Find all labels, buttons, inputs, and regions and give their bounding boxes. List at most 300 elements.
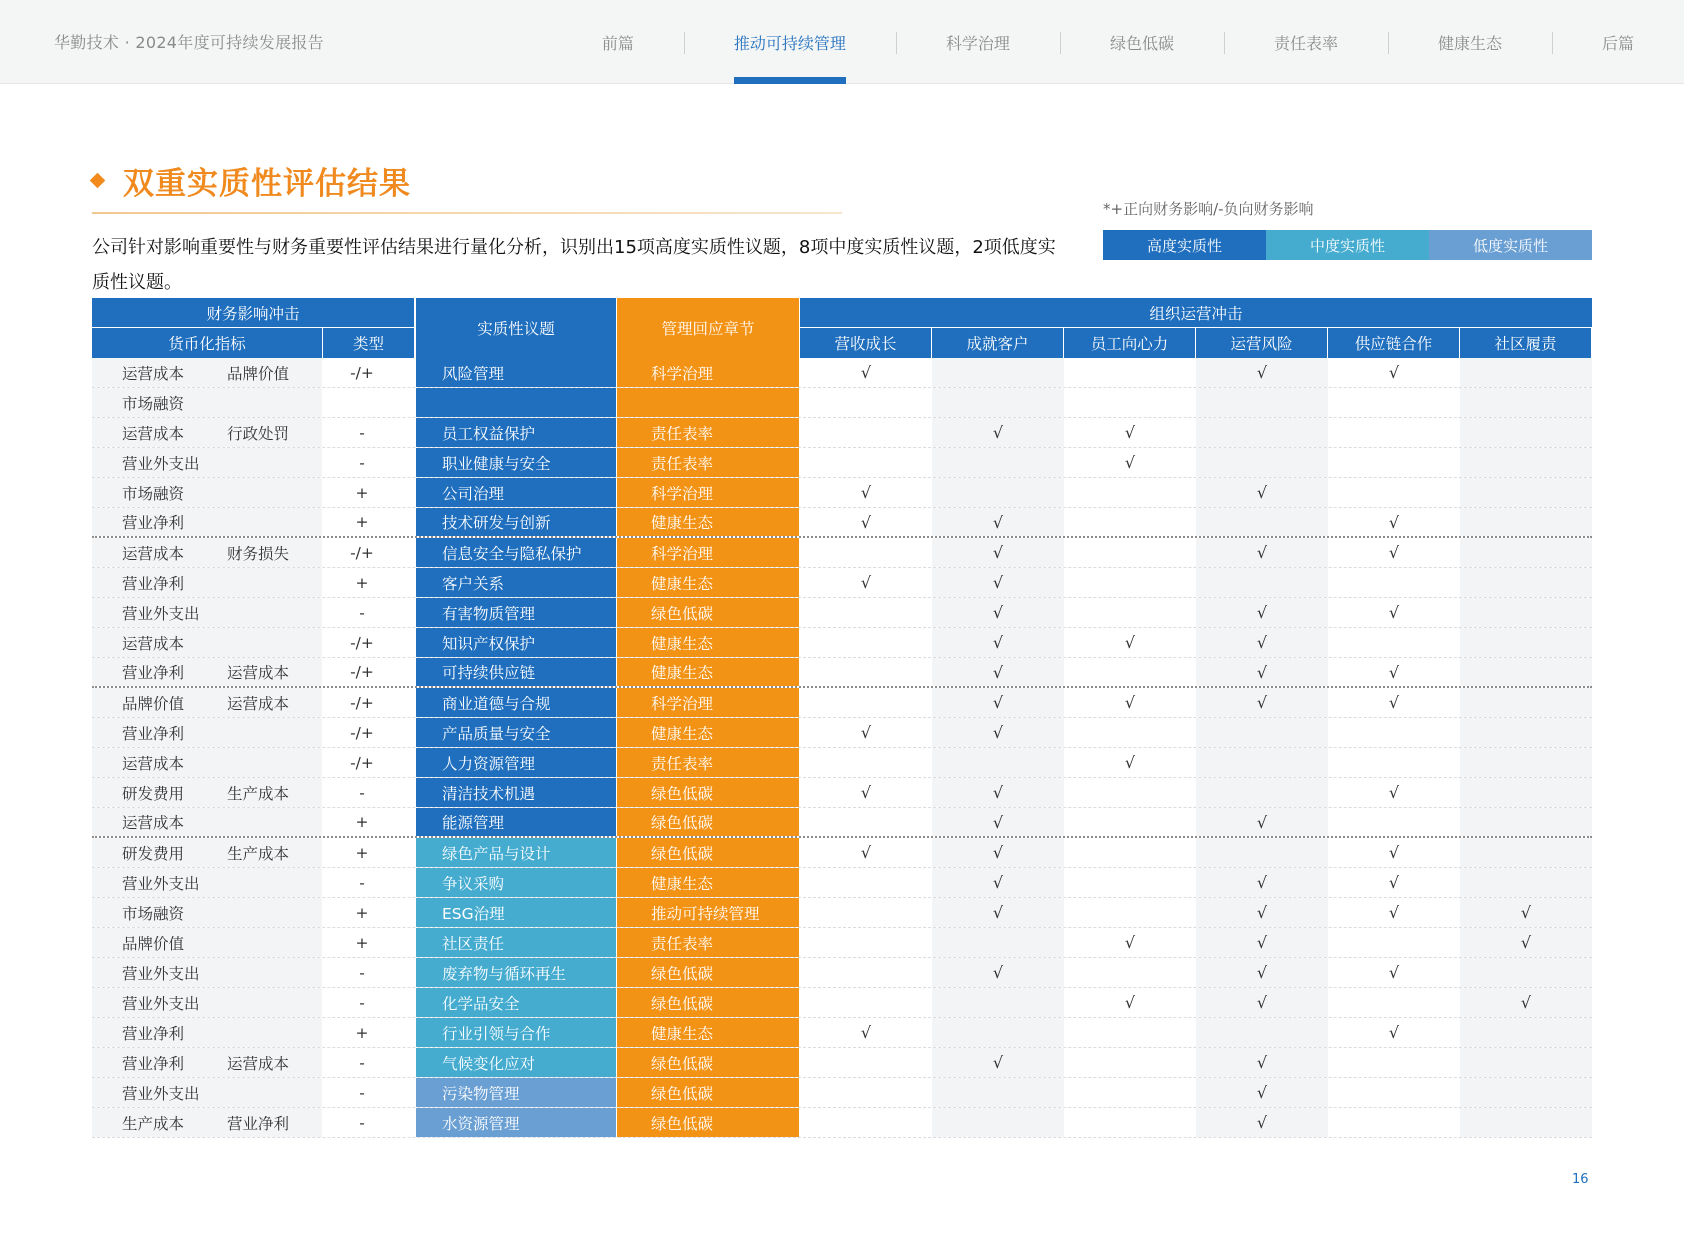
monetary-indicator-1: 市场融资 [122,394,185,413]
response-chapter [617,388,799,417]
topic-header: 实质性议题 [416,298,616,358]
financial-impact-header: 财务影响冲击 [92,298,414,327]
ops-col-header-2: 员工向心力 [1064,328,1195,358]
impact-type: - [359,1113,365,1132]
check-3 [1196,448,1328,477]
check-4: √ [1388,873,1400,892]
response-chapter: 绿色低碳 [617,988,799,1017]
impact-type: -/+ [350,543,374,562]
nav-tab-2[interactable]: 科学治理 [896,0,1060,84]
impact-type [322,388,402,417]
check-2 [1064,1048,1196,1077]
table-row [92,868,1592,898]
monetary-indicator-1: 营业外支出 [122,1084,200,1103]
check-1: √ [992,812,1004,832]
top-nav [552,0,1644,84]
material-topic [416,388,616,417]
monetary-indicator-2: 生产成本 [227,784,290,803]
response-chapter: 健康生态 [617,628,799,657]
legend-high: 高度实质性 [1103,230,1266,260]
monetary-indicator-2: 运营成本 [227,1054,290,1073]
monetary-indicator-1: 营业净利 [122,574,185,593]
table-row [92,478,1592,508]
check-2 [1064,868,1196,897]
check-5 [1460,1018,1592,1047]
operations-impact-header: 组织运营冲击 [800,298,1592,327]
response-chapter: 绿色低碳 [617,838,799,867]
impact-type: -/+ [350,693,374,712]
monetary-indicator-1: 营业外支出 [122,964,200,983]
monetary-indicator-1: 市场融资 [122,904,185,923]
response-chapter: 绿色低碳 [617,1078,799,1107]
check-2 [1064,538,1196,567]
check-1 [932,748,1064,777]
check-4: √ [1388,963,1400,982]
check-2 [1064,1078,1196,1107]
material-topic: 气候变化应对 [416,1048,616,1077]
monetary-indicator-2 [227,568,327,597]
ops-col-header-0: 营收成长 [800,328,931,358]
check-4: √ [1388,662,1400,682]
material-topic: 行业引领与合作 [416,1018,616,1047]
impact-type: - [359,453,365,472]
check-0 [800,1108,932,1137]
response-chapter: 绿色低碳 [617,778,799,807]
table-row [92,718,1592,748]
monetary-indicator-1: 生产成本 [122,1114,185,1133]
response-chapter: 推动可持续管理 [617,898,799,927]
impact-type: + [355,813,369,831]
monetary-indicator-2 [227,748,327,777]
response-chapter: 绿色低碳 [617,1048,799,1077]
check-0: √ [860,1023,872,1042]
check-5 [1460,448,1592,477]
check-4: √ [1388,903,1400,922]
impact-type: + [355,933,369,952]
monetary-indicator-1: 运营成本 [122,634,185,653]
check-1: √ [992,873,1004,892]
check-2: √ [1124,693,1136,712]
check-5 [1460,358,1592,387]
monetary-indicator-2 [227,1018,327,1047]
response-chapter: 科学治理 [617,688,799,717]
check-2 [1064,1018,1196,1047]
monetary-indicator-1: 运营成本 [122,544,185,563]
monetary-indicator-1: 研发费用 [122,784,185,803]
table-row [92,808,1592,838]
materiality-legend [1103,230,1592,260]
response-chapter: 健康生态 [617,868,799,897]
material-topic: 产品质量与安全 [416,718,616,747]
check-1: √ [992,662,1004,682]
response-chapter: 绿色低碳 [617,598,799,627]
table-row [92,1078,1592,1108]
check-3: √ [1256,993,1268,1012]
type-header: 类型 [323,328,414,358]
check-4 [1328,448,1460,477]
check-0: √ [860,363,872,382]
check-2: √ [1124,933,1136,952]
material-topic: 绿色产品与设计 [416,838,616,867]
monetary-indicator-1: 运营成本 [122,754,185,773]
material-topic: 水资源管理 [416,1108,616,1137]
check-5 [1460,838,1592,867]
check-3 [1196,1018,1328,1047]
table-row [92,538,1592,568]
monetary-indicator-2: 财务损失 [227,544,290,563]
check-5: √ [1520,933,1532,952]
table-row [92,388,1592,418]
ops-col-header-1: 成就客户 [932,328,1063,358]
check-0: √ [860,512,872,532]
nav-tab-0[interactable]: 前篇 [601,33,634,53]
check-5 [1460,628,1592,657]
intro-paragraph: 公司针对影响重要性与财务重要性评估结果进行量化分析，识别出15项高度实质性议题，8项中度实质性议题，2项低度实质性议题。 [92,237,1056,293]
material-topic: 知识产权保护 [416,628,616,657]
check-3 [1196,388,1328,417]
check-3 [1196,718,1328,747]
impact-type: -/+ [350,363,374,382]
check-2: √ [1124,993,1136,1012]
check-1: √ [992,603,1004,622]
check-2 [1064,958,1196,987]
check-4: √ [1388,363,1400,382]
check-5 [1460,868,1592,897]
check-5 [1460,778,1592,807]
page-number: 16 [1572,1172,1589,1187]
check-4: √ [1388,1023,1400,1042]
top-bar [0,0,1684,84]
check-3: √ [1256,963,1268,982]
check-5 [1460,418,1592,447]
check-0 [800,448,932,477]
check-1 [932,988,1064,1017]
table-row [92,988,1592,1018]
monetary-indicator-1: 市场融资 [122,484,185,503]
check-4 [1328,1108,1460,1137]
response-chapter: 健康生态 [617,1018,799,1047]
nav-tab-5[interactable]: 健康生态 [1388,0,1552,84]
check-0: √ [860,723,872,742]
check-1: √ [992,903,1004,922]
check-1: √ [992,963,1004,982]
material-topic: 能源管理 [416,808,616,836]
check-0 [800,958,932,987]
check-2 [1064,778,1196,807]
check-2 [1064,718,1196,747]
title-divider [92,212,842,214]
table-row [92,688,1592,718]
response-chapter: 责任表率 [617,448,799,477]
response-chapter: 责任表率 [617,418,799,447]
monetary-indicator-2 [227,598,327,627]
monetary-indicator-1: 营业外支出 [122,454,200,473]
material-topic: 化学品安全 [416,988,616,1017]
check-2 [1064,358,1196,387]
check-1: √ [992,633,1004,652]
table-row [92,778,1592,808]
monetary-indicator-2: 品牌价值 [227,364,290,383]
check-4: √ [1388,543,1400,562]
monetary-indicator-2 [227,808,327,836]
material-topic: 清洁技术机遇 [416,778,616,807]
response-chapter: 绿色低碳 [617,1108,799,1137]
check-0 [800,418,932,447]
response-chapter: 科学治理 [617,358,799,387]
check-2 [1064,568,1196,597]
diamond-icon [90,173,106,189]
check-1: √ [992,1053,1004,1072]
material-topic: ESG治理 [416,898,616,927]
check-5 [1460,388,1592,417]
impact-type: + [355,513,369,531]
check-3 [1196,508,1328,536]
monetary-indicator-2 [227,1078,327,1107]
legend-mid: 中度实质性 [1266,230,1429,260]
material-topic: 信息安全与隐私保护 [416,538,616,567]
table-row [92,358,1592,388]
check-0 [800,538,932,567]
impact-type: -/+ [350,633,374,652]
check-5 [1460,478,1592,507]
nav-tab-3[interactable]: 绿色低碳 [1060,0,1224,84]
check-0: √ [860,483,872,502]
check-5 [1460,1048,1592,1077]
monetary-indicator-1: 品牌价值 [122,694,185,713]
check-4 [1328,808,1460,836]
monetary-indicator-2 [227,898,327,927]
check-3 [1196,748,1328,777]
monetary-indicator-2: 营业净利 [227,1114,290,1133]
check-2 [1064,598,1196,627]
check-3: √ [1256,812,1268,832]
table-row [92,418,1592,448]
monetary-indicator-1: 营业外支出 [122,874,200,893]
material-topic: 客户关系 [416,568,616,597]
check-5 [1460,508,1592,536]
check-2: √ [1124,453,1136,472]
material-topic: 可持续供应链 [416,658,616,686]
impact-type: + [355,843,369,862]
response-chapter: 科学治理 [617,538,799,567]
response-chapter: 绿色低碳 [617,958,799,987]
material-topic: 商业道德与合规 [416,688,616,717]
chapter-header: 管理回应章节 [617,298,799,358]
check-0 [800,748,932,777]
check-1 [932,1108,1064,1137]
monetary-indicator-2: 生产成本 [227,844,290,863]
check-0 [800,1078,932,1107]
monetary-indicator-1: 营业净利 [122,1024,185,1043]
check-1 [932,1078,1064,1107]
check-3: √ [1256,543,1268,562]
monetary-indicator-2 [227,928,327,957]
check-4 [1328,478,1460,507]
impact-type: - [359,603,365,622]
check-1: √ [992,693,1004,712]
check-3 [1196,568,1328,597]
monetary-indicator-2 [227,988,327,1017]
check-1: √ [992,783,1004,802]
table-row [92,898,1592,928]
check-2 [1064,508,1196,536]
check-3: √ [1256,1083,1268,1102]
check-2: √ [1124,423,1136,442]
monetary-indicator-1: 营业净利 [122,514,185,532]
check-4: √ [1388,603,1400,622]
impact-type: -/+ [350,663,374,681]
impact-type: + [355,483,369,502]
ops-col-header-5: 社区履责 [1460,328,1591,358]
table-row [92,1018,1592,1048]
ops-col-header-3: 运营风险 [1196,328,1327,358]
impact-type: + [355,903,369,922]
monetary-indicator-2 [227,958,327,987]
check-1: √ [992,573,1004,592]
table-row [92,448,1592,478]
monetary-indicator-2 [227,718,327,747]
check-3: √ [1256,1053,1268,1072]
table-body [92,358,1592,1138]
material-topic: 社区责任 [416,928,616,957]
check-0 [800,688,932,717]
table-row [92,1048,1592,1078]
check-5 [1460,1108,1592,1137]
monetary-indicator-1: 运营成本 [122,364,185,383]
check-2 [1064,898,1196,927]
material-topic: 人力资源管理 [416,748,616,777]
response-chapter: 健康生态 [617,508,799,536]
impact-type: + [355,573,369,592]
material-topic: 员工权益保护 [416,418,616,447]
material-topic: 风险管理 [416,358,616,387]
check-3: √ [1256,603,1268,622]
monetary-indicator-header: 货币化指标 [92,328,322,358]
check-0 [800,898,932,927]
monetary-indicator-2: 行政处罚 [227,424,290,443]
material-topic: 职业健康与安全 [416,448,616,477]
check-0: √ [860,783,872,802]
material-topic: 争议采购 [416,868,616,897]
check-5 [1460,538,1592,567]
check-1: √ [992,423,1004,442]
check-0 [800,988,932,1017]
impact-type: + [355,1023,369,1042]
table-header [92,298,1592,358]
check-5 [1460,808,1592,836]
check-2 [1064,388,1196,417]
check-5 [1460,598,1592,627]
impact-type: -/+ [350,753,374,772]
table-row [92,838,1592,868]
check-1: √ [992,723,1004,742]
check-0 [800,658,932,686]
monetary-indicator-2 [227,388,327,417]
response-chapter: 健康生态 [617,568,799,597]
table-row [92,568,1592,598]
check-4 [1328,388,1460,417]
check-3: √ [1256,903,1268,922]
report-brand: 华勤技术 · 2024年度可持续发展报告 [54,33,324,52]
check-1: √ [992,543,1004,562]
check-0: √ [860,843,872,862]
nav-tab-1[interactable]: 推动可持续管理 [684,0,896,84]
check-4 [1328,628,1460,657]
check-4 [1328,568,1460,597]
monetary-indicator-1: 营业外支出 [122,604,200,623]
table-row [92,928,1592,958]
impact-type: - [359,783,365,802]
ops-col-header-4: 供应链合作 [1328,328,1459,358]
check-1 [932,478,1064,507]
impact-type: - [359,1083,365,1102]
monetary-indicator-1: 营业外支出 [122,994,200,1013]
monetary-indicator-2: 运营成本 [227,664,290,682]
check-0 [800,628,932,657]
check-2 [1064,1108,1196,1137]
impact-type: - [359,993,365,1012]
response-chapter: 科学治理 [617,478,799,507]
check-3: √ [1256,933,1268,952]
impact-type: - [359,423,365,442]
monetary-indicator-2 [227,628,327,657]
nav-tab-6[interactable]: 后篇 [1552,0,1644,84]
section-title: 双重实质性评估结果 [123,166,411,202]
check-1: √ [992,512,1004,532]
check-4: √ [1388,783,1400,802]
check-1 [932,358,1064,387]
check-4 [1328,988,1460,1017]
check-5 [1460,658,1592,686]
check-3: √ [1256,1113,1268,1132]
check-4: √ [1388,843,1400,862]
table-row [92,508,1592,538]
check-0 [800,808,932,836]
check-3 [1196,418,1328,447]
monetary-indicator-1: 营业净利 [122,724,185,743]
check-5 [1460,688,1592,717]
check-1 [932,388,1064,417]
material-topic: 污染物管理 [416,1078,616,1107]
impact-type: -/+ [350,723,374,742]
monetary-indicator-1: 运营成本 [122,424,185,443]
check-4 [1328,418,1460,447]
legend-low: 低度实质性 [1429,230,1592,260]
check-3: √ [1256,363,1268,382]
check-5 [1460,568,1592,597]
monetary-indicator-2 [227,508,327,536]
monetary-indicator-1: 营业净利 [122,664,185,682]
check-0 [800,598,932,627]
check-5 [1460,1078,1592,1107]
check-1 [932,448,1064,477]
material-topic: 技术研发与创新 [416,508,616,536]
impact-type: - [359,1053,365,1072]
section-title-row [92,158,411,203]
check-0: √ [860,573,872,592]
response-chapter: 责任表率 [617,928,799,957]
nav-tab-4[interactable]: 责任表率 [1224,0,1388,84]
legend-note: *+正向财务影响/-负向财务影响 [1103,200,1314,218]
check-4 [1328,718,1460,747]
check-2 [1064,658,1196,686]
check-3 [1196,778,1328,807]
check-3 [1196,838,1328,867]
monetary-indicator-1: 运营成本 [122,814,185,832]
check-5 [1460,958,1592,987]
check-4: √ [1388,512,1400,532]
table-row [92,748,1592,778]
